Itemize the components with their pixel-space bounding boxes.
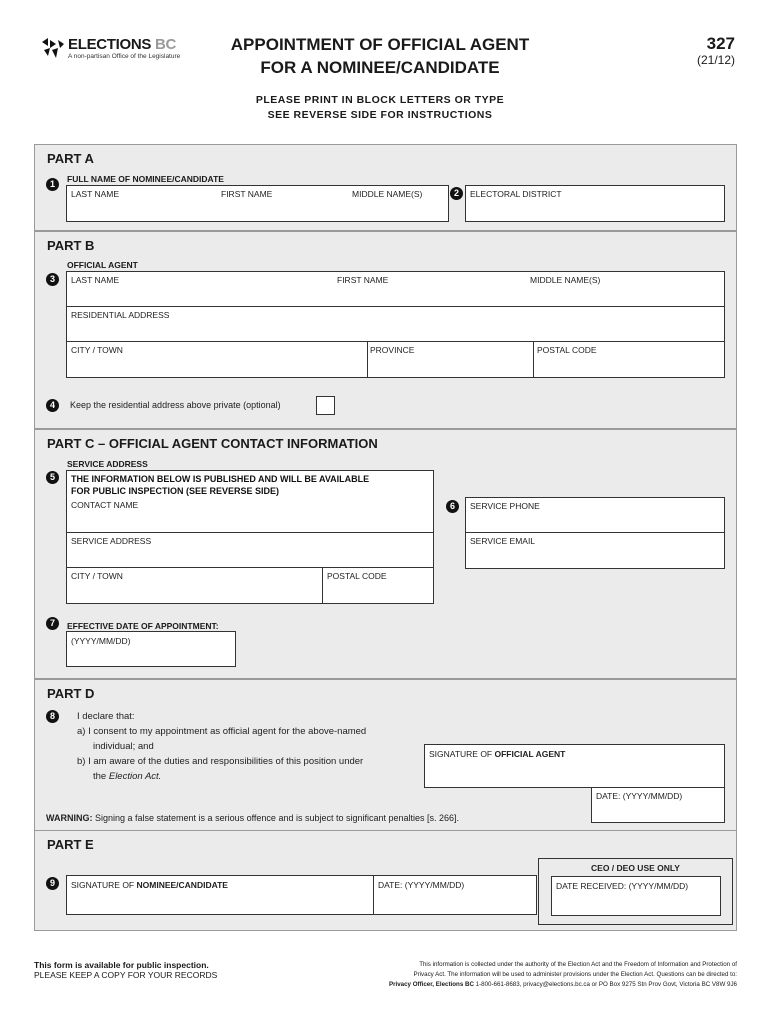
service-city-postal-field[interactable] [66,567,434,604]
declaration-item-a-line2: individual; and [93,741,154,752]
service-email-label: SERVICE EMAIL [470,536,536,546]
nominee-middle-names-label: MIDDLE NAME(S) [352,189,423,199]
agent-signature-label [429,749,565,759]
service-address-label: SERVICE ADDRESS [71,536,152,546]
agent-signature-field[interactable] [424,744,725,788]
form-title-line2: FOR A NOMINEE/CANDIDATE [260,58,500,77]
date-received-label: DATE RECEIVED: (YYYY/MM/DD) [556,881,689,891]
part-d-section [34,679,737,831]
step-8-badge: 8 [46,710,59,723]
service-email-field[interactable] [465,532,725,569]
nominee-first-name-label: FIRST NAME [221,189,273,199]
nominee-name-field[interactable] [66,185,449,222]
part-a-section [34,144,737,231]
warning-text [46,813,459,823]
footer-left [34,960,217,980]
agent-date-label: DATE: (YYYY/MM/DD) [596,791,683,801]
nominee-signature-label [71,880,228,890]
contact-name-field[interactable] [66,470,434,533]
elections-bc-logo [40,36,200,66]
part-b-section [34,231,737,429]
agent-city-province-postal-field[interactable] [66,341,725,378]
electoral-district-field[interactable] [465,185,725,222]
item-b-italic: Election Act. [108,771,162,782]
logo-bc: BC [155,36,177,53]
form-version: (21/12) [696,53,735,67]
logo-word: ELECTIONS [68,36,152,53]
ceo-use-only-box [538,858,733,925]
footer-privacy-line3 [290,980,737,990]
step-9-badge: 9 [46,877,59,890]
divider [322,568,323,603]
published-notice-line2: FOR PUBLIC INSPECTION (SEE REVERSE SIDE) [71,486,280,496]
keep-private-label: Keep the residential address above private (optional) [70,400,281,410]
agent-last-name-label: LAST NAME [71,275,120,285]
declaration-intro: I declare that: [77,711,135,722]
part-c-section [34,429,737,679]
declaration-item-b-line1: b) I am aware of the duties and responsibilities of this position under [77,756,364,767]
warning-label: WARNING: [46,813,93,823]
service-address-field[interactable] [66,532,434,568]
step-5-badge: 5 [46,471,59,484]
form-number: 327 [706,34,735,53]
agent-signature-role: OFFICIAL AGENT [494,749,566,759]
agent-city-label: CITY / TOWN [71,345,123,355]
keep-private-checkbox[interactable] [316,396,335,415]
declaration-item-b-line2 [93,771,161,782]
residential-address-label: RESIDENTIAL ADDRESS [71,310,170,320]
footer-public-inspection: This form is available for public inspection. [34,960,209,970]
footer-privacy-line1: This information is collected under the authority of the Election Act and the Freedom of Information and Protection of [419,961,737,968]
step-4-badge: 4 [46,399,59,412]
part-e-title: PART E [47,837,94,852]
item-b-prefix: the [93,771,109,782]
step-2-badge: 2 [450,187,463,200]
step-1-badge: 1 [46,178,59,191]
effective-date-format: (YYYY/MM/DD) [71,636,131,646]
agent-postal-code-label: POSTAL CODE [537,345,597,355]
contact-name-label: CONTACT NAME [71,500,139,510]
logo-subtitle: A non-partisan Office of the Legislature [68,53,181,60]
divider [533,342,534,377]
divider [367,342,368,377]
part-b-title: PART B [47,238,95,253]
nominee-signature-role: NOMINEE/CANDIDATE [136,880,228,890]
agent-first-name-label: FIRST NAME [337,275,389,285]
instruction-line2: SEE REVERSE SIDE FOR INSTRUCTIONS [267,109,493,121]
published-notice-line1: THE INFORMATION BELOW IS PUBLISHED AND WILL BE AVAILABLE [71,474,370,484]
instructions [200,93,560,123]
nominee-name-label: FULL NAME OF NOMINEE/CANDIDATE [67,174,224,184]
service-phone-field[interactable] [465,497,725,533]
step-7-badge: 7 [46,617,59,630]
service-address-heading: SERVICE ADDRESS [67,459,148,469]
official-agent-name-field[interactable] [66,271,725,307]
form-title [200,33,560,79]
step-3-badge: 3 [46,273,59,286]
footer-privacy-line2: Privacy Act. The information will be used to administer provisions under the Election Act. Questions can be directed to: [413,971,737,978]
form-title-line1: APPOINTMENT OF OFFICIAL AGENT [230,35,530,54]
effective-date-field[interactable] [66,631,236,667]
part-e-section [34,830,737,931]
part-a-title: PART A [47,151,94,166]
service-postal-code-label: POSTAL CODE [327,571,387,581]
nominee-signature-field[interactable] [66,875,374,915]
footer-privacy-officer: Privacy Officer, Elections BC [388,981,474,988]
service-city-label: CITY / TOWN [71,571,123,581]
agent-middle-names-label: MIDDLE NAME(S) [530,275,601,285]
nominee-signature-prefix: SIGNATURE OF [71,880,137,890]
effective-date-label: EFFECTIVE DATE OF APPOINTMENT: [67,621,219,631]
footer-right [290,960,737,990]
nominee-last-name-label: LAST NAME [71,189,120,199]
service-phone-label: SERVICE PHONE [470,501,540,511]
agent-signature-date-field[interactable] [591,787,725,823]
instruction-line1: PLEASE PRINT IN BLOCK LETTERS OR TYPE [255,94,505,106]
footer-keep-copy: PLEASE KEEP A COPY FOR YOUR RECORDS [34,970,218,980]
ceo-use-only-label: CEO / DEO USE ONLY [591,863,680,873]
residential-address-field[interactable] [66,306,725,342]
logo-mark-icon [40,38,66,60]
agent-province-label: PROVINCE [370,345,415,355]
electoral-district-label: ELECTORAL DISTRICT [470,189,562,199]
footer-privacy-contact: 1-800-661-8683, privacy@elections.bc.ca or PO Box 9275 Stn Prov Govt, Victoria BC V8W 9J6 [473,981,737,988]
date-received-field[interactable] [551,876,721,916]
part-d-title: PART D [47,686,95,701]
part-c-title: PART C – OFFICIAL AGENT CONTACT INFORMATION [47,436,378,451]
warning-body: Signing a false statement is a serious offence and is subject to significant penalties [s. 266]. [92,813,460,823]
official-agent-label: OFFICIAL AGENT [67,260,138,270]
nominee-signature-date-field[interactable] [373,875,537,915]
nominee-date-label: DATE: (YYYY/MM/DD) [378,880,465,890]
declaration-item-a-line1: a) I consent to my appointment as official agent for the above-named [77,726,367,737]
agent-signature-prefix: SIGNATURE OF [429,749,495,759]
step-6-badge: 6 [446,500,459,513]
